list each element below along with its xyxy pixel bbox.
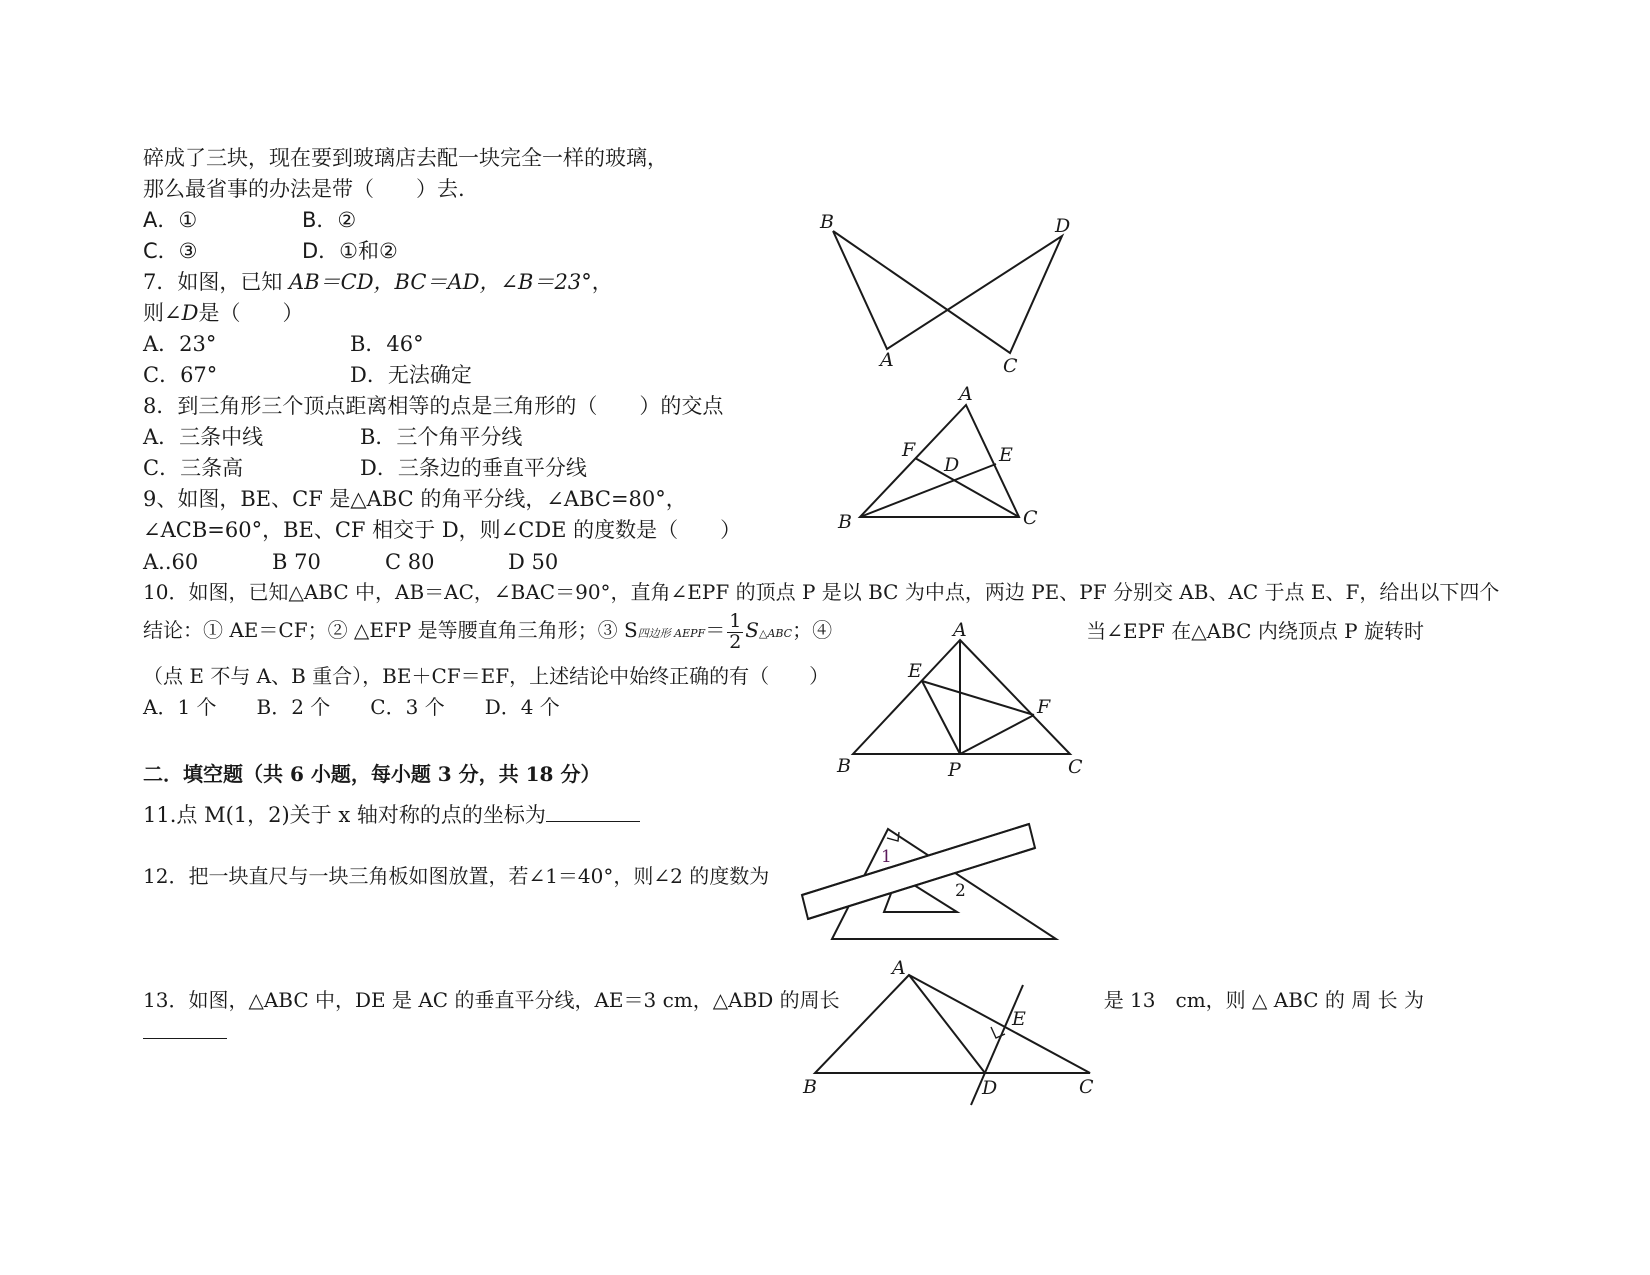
q7-option-b: B．46° bbox=[350, 332, 424, 356]
q12-text: 12．把一块直尺与一块三角板如图放置，若∠1＝40°，则∠2 的度数为 bbox=[143, 864, 770, 888]
q7-stem-math: AB＝CD，BC＝AD，∠B＝23° bbox=[289, 270, 592, 294]
q7-line2-suffix: 是（ ） bbox=[198, 301, 304, 325]
q10-label-f: F bbox=[1037, 696, 1051, 718]
q6-option-b: B．② bbox=[302, 208, 357, 232]
q10-label-a: A bbox=[953, 619, 967, 641]
q13-label-a: A bbox=[892, 957, 906, 979]
q10-line2-tail: ；④ bbox=[792, 618, 833, 642]
q8-option-a: A．三条中线 bbox=[143, 425, 264, 449]
q10-sub-quadrilateral: 四边形 AEPF bbox=[637, 627, 706, 640]
q7-label-c: C bbox=[1003, 355, 1018, 377]
q8-stem: 8．到三角形三个顶点距离相等的点是三角形的（ ）的交点 bbox=[143, 394, 724, 418]
q13-label-c: C bbox=[1079, 1076, 1094, 1098]
q10-sub-triangle: △ABC bbox=[758, 627, 793, 640]
q9-option-c: C 80 bbox=[385, 550, 435, 574]
q9-label-a: A bbox=[959, 383, 973, 405]
q9-option-b: B 70 bbox=[272, 550, 321, 574]
q10-line2-text: 结论：① AE＝CF；② △EFP 是等腰直角三角形；③ S bbox=[143, 618, 638, 642]
q7-stem-suffix: ， bbox=[591, 270, 613, 294]
q13-label-e: E bbox=[1012, 1008, 1026, 1030]
q9-label-c: C bbox=[1023, 507, 1038, 529]
q8-option-d: D．三条边的垂直平分线 bbox=[360, 456, 587, 480]
q10-label-e: E bbox=[908, 660, 922, 682]
q13-text-right: 是 13 cm，则 △ ABC 的 周 长 为 bbox=[1103, 988, 1424, 1012]
q10-line1: 10．如图，已知△ABC 中，AB＝AC，∠BAC＝90°，直角∠EPF 的顶点 P 是以 BC 为中点，两边 PE、PF 分别交 AB、AC 于点 E、F，给出以下四个 bbox=[143, 580, 1500, 604]
q10-options: A．1 个 B．2 个 C．3 个 D．4 个 bbox=[143, 695, 560, 719]
q7-label-a: A bbox=[880, 349, 894, 371]
q10-s-symbol: S bbox=[745, 618, 759, 642]
q7-option-d: D．无法确定 bbox=[350, 363, 472, 387]
q9-label-b: B bbox=[838, 511, 852, 533]
q9-option-a: A..60 bbox=[143, 550, 199, 574]
q9-option-d: D 50 bbox=[508, 550, 559, 574]
q6-option-d: D．①和② bbox=[302, 239, 398, 263]
q7-line2-var: D bbox=[181, 301, 199, 325]
q9-label-e: E bbox=[999, 444, 1013, 466]
q7-option-a: A．23° bbox=[143, 332, 217, 356]
q13-segment-ad bbox=[909, 975, 985, 1073]
q7-label-d: D bbox=[1055, 215, 1071, 237]
q10-label-p: P bbox=[948, 759, 961, 781]
q12-angle1-label: 1 bbox=[881, 847, 892, 867]
q9-label-f: F bbox=[902, 439, 916, 461]
section2-heading: 二．填空题（共 6 小题，每小题 3 分，共 18 分） bbox=[143, 762, 601, 786]
q7-option-c: C．67° bbox=[143, 363, 218, 387]
q13-text: 13．如图，△ABC 中，DE 是 AC 的垂直平分线，AE＝3 cm，△ABD 的周长 bbox=[143, 988, 840, 1012]
q12-angle2-label: 2 bbox=[955, 881, 966, 901]
q10-frac-denominator: 2 bbox=[729, 630, 742, 653]
q13-label-d: D bbox=[982, 1077, 998, 1099]
q9-label-d: D bbox=[944, 454, 960, 476]
q11-stem: 11.点 M(1，2)关于 x 轴对称的点的坐标为 bbox=[143, 803, 546, 827]
q10-equals: ＝ bbox=[705, 618, 726, 642]
q6-option-c: C．③ bbox=[143, 239, 198, 263]
q7-stem-prefix: 7．如图，已知 bbox=[143, 270, 290, 294]
q7-label-b: B bbox=[820, 211, 834, 233]
q8-option-b: B．三个角平分线 bbox=[360, 425, 523, 449]
q10-label-c: C bbox=[1068, 756, 1083, 778]
q10-label-b: B bbox=[837, 755, 851, 777]
q10-line2-right: 当∠EPF 在△ABC 内绕顶点 P 旋转时 bbox=[1086, 619, 1424, 643]
q7-line2-prefix: 则∠ bbox=[143, 301, 182, 325]
q10-line3: （点 E 不与 A、B 重合），BE＋CF＝EF，上述结论中始终正确的有（ ） bbox=[143, 664, 830, 688]
q9-line1: 9、如图，BE、CF 是△ABC 的角平分线，∠ABC=80°， bbox=[143, 487, 687, 511]
q6-line2: 那么最省事的办法是带（ ）去. bbox=[143, 177, 465, 201]
q6-line1: 碎成了三块，现在要到玻璃店去配一块完全一样的玻璃， bbox=[143, 146, 668, 170]
q9-line2: ∠ACB=60°，BE、CF 相交于 D，则∠CDE 的度数是（ ） bbox=[143, 518, 742, 542]
q13-triangle bbox=[815, 975, 1090, 1073]
q13-label-b: B bbox=[803, 1076, 817, 1098]
q8-option-c: C．三条高 bbox=[143, 456, 244, 480]
q6-option-a: A．① bbox=[143, 208, 198, 232]
q10-frac-numerator: 1 bbox=[729, 609, 742, 632]
